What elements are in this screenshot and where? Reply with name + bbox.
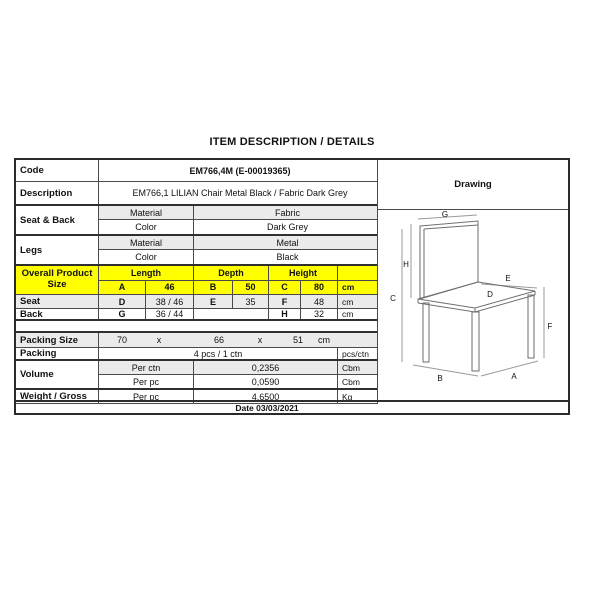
back-depth-empty-cell	[194, 309, 269, 319]
dim-h-key: H	[269, 309, 301, 319]
legs-material-value: Metal	[194, 236, 381, 249]
dim-a-key: A	[99, 281, 146, 295]
seat-size-row	[16, 295, 381, 309]
drawing-column	[377, 160, 568, 404]
packing-unit: pcs/ctn	[342, 348, 369, 359]
overall-size-values-row	[99, 281, 381, 295]
packing-size-x2: x	[257, 335, 263, 345]
dim-e-value: 35	[233, 295, 269, 308]
dim-label-b: B	[437, 374, 443, 383]
back-unit: cm	[342, 309, 354, 319]
weight-per-label: Per pc	[99, 390, 194, 403]
description-row	[16, 182, 381, 206]
legs-material-row	[99, 236, 381, 250]
dim-h-value: 32	[301, 309, 338, 319]
volume-per-ctn-label: Per ctn	[99, 361, 194, 374]
description-value: EM766,1 LILIAN Chair Metal Black / Fabric Dark Grey	[132, 188, 348, 198]
seat-back-color-row	[99, 220, 381, 234]
seat-back-material-row	[99, 206, 381, 220]
weight-label: Weight / Gross	[16, 390, 99, 403]
dim-b-value: 50	[233, 281, 269, 295]
dim-label-h: H	[403, 260, 409, 269]
packing-size-unit: cm	[318, 335, 330, 345]
legs-material-label: Material	[99, 236, 194, 249]
volume-per-ctn-row	[99, 361, 381, 375]
page-title: ITEM DESCRIPTION / DETAILS	[209, 136, 375, 148]
dim-label-f: F	[547, 322, 553, 331]
spec-table-left-section	[16, 160, 381, 404]
volume-per-pc-unit: Cbm	[342, 376, 360, 387]
seat-back-label: Seat & Back	[16, 206, 99, 234]
volume-per-pc-value: 0,0590	[194, 375, 338, 388]
back-size-row	[16, 309, 381, 321]
packing-size-value	[99, 333, 381, 347]
legs-color-value: Black	[276, 252, 299, 263]
packing-size-row	[16, 333, 381, 348]
volume-per-ctn-value: 0,2356	[194, 361, 338, 374]
dim-e-key: E	[194, 295, 233, 308]
dim-label-d: D	[487, 290, 493, 299]
description-label: Description	[16, 182, 99, 204]
drawing-title: Drawing	[378, 160, 568, 210]
size-header-unit-cell	[338, 266, 381, 280]
seat-back-color-value: Dark Grey	[266, 222, 308, 233]
legs-label: Legs	[16, 236, 99, 264]
seat-back-material-value: Fabric	[194, 206, 381, 219]
dim-c-value: 80	[301, 281, 338, 295]
seat-size-label: Seat	[16, 295, 99, 308]
dim-c-key: C	[269, 281, 301, 295]
legs-color-row	[99, 250, 381, 264]
length-header: Length	[99, 266, 194, 280]
depth-header: Depth	[194, 266, 269, 280]
chair-drawing	[378, 210, 569, 404]
dim-g-key: G	[99, 309, 146, 319]
date-row: Date 03/03/2021	[16, 400, 568, 413]
packing-size-w: 70	[116, 335, 128, 345]
dim-f-key: F	[269, 295, 301, 308]
weight-value: 4,6500	[194, 390, 338, 403]
code-row	[16, 160, 381, 182]
code-label: Code	[16, 160, 99, 181]
volume-per-pc-row	[99, 375, 381, 388]
legs-color-label: Color	[99, 250, 194, 264]
dim-b-key: B	[194, 281, 233, 295]
weight-unit: Kg	[342, 391, 353, 402]
packing-size-d: 66	[213, 335, 225, 345]
volume-per-ctn-unit: Cbm	[338, 361, 381, 374]
dim-a-value: 46	[146, 281, 194, 295]
overall-size-label: Overall Product Size	[16, 266, 99, 294]
height-header: Height	[269, 266, 338, 280]
back-size-label: Back	[16, 309, 99, 319]
packing-label: Packing	[16, 348, 99, 359]
dim-f-value: 48	[301, 295, 338, 308]
overall-unit: cm	[338, 281, 381, 295]
dim-g-value: 36 / 44	[146, 309, 194, 319]
size-header-row	[99, 266, 381, 281]
spec-table	[14, 158, 570, 415]
packing-size-h: 51	[292, 335, 304, 345]
code-value: EM766,4M (E-00019365)	[189, 165, 291, 176]
packing-value: 4 pcs / 1 ctn	[99, 348, 338, 359]
overall-size-group	[16, 266, 381, 295]
dim-label-a: A	[511, 372, 517, 381]
dim-d-value: 38 / 46	[146, 295, 194, 308]
seat-back-material-label: Material	[99, 206, 194, 219]
volume-group	[16, 361, 381, 390]
spacer-row	[16, 321, 381, 333]
volume-per-pc-label: Per pc	[99, 375, 194, 388]
seat-back-group	[16, 206, 381, 236]
packing-size-label: Packing Size	[16, 333, 99, 347]
packing-size-x1: x	[156, 335, 162, 345]
seat-unit: cm	[338, 295, 381, 308]
dim-d-key: D	[99, 295, 146, 308]
seat-back-color-label: Color	[99, 220, 194, 234]
packing-row	[16, 348, 381, 361]
legs-group	[16, 236, 381, 266]
dim-label-e: E	[505, 274, 511, 283]
dim-label-g: G	[441, 210, 449, 219]
dim-label-c: C	[390, 294, 396, 303]
volume-label: Volume	[16, 361, 99, 388]
